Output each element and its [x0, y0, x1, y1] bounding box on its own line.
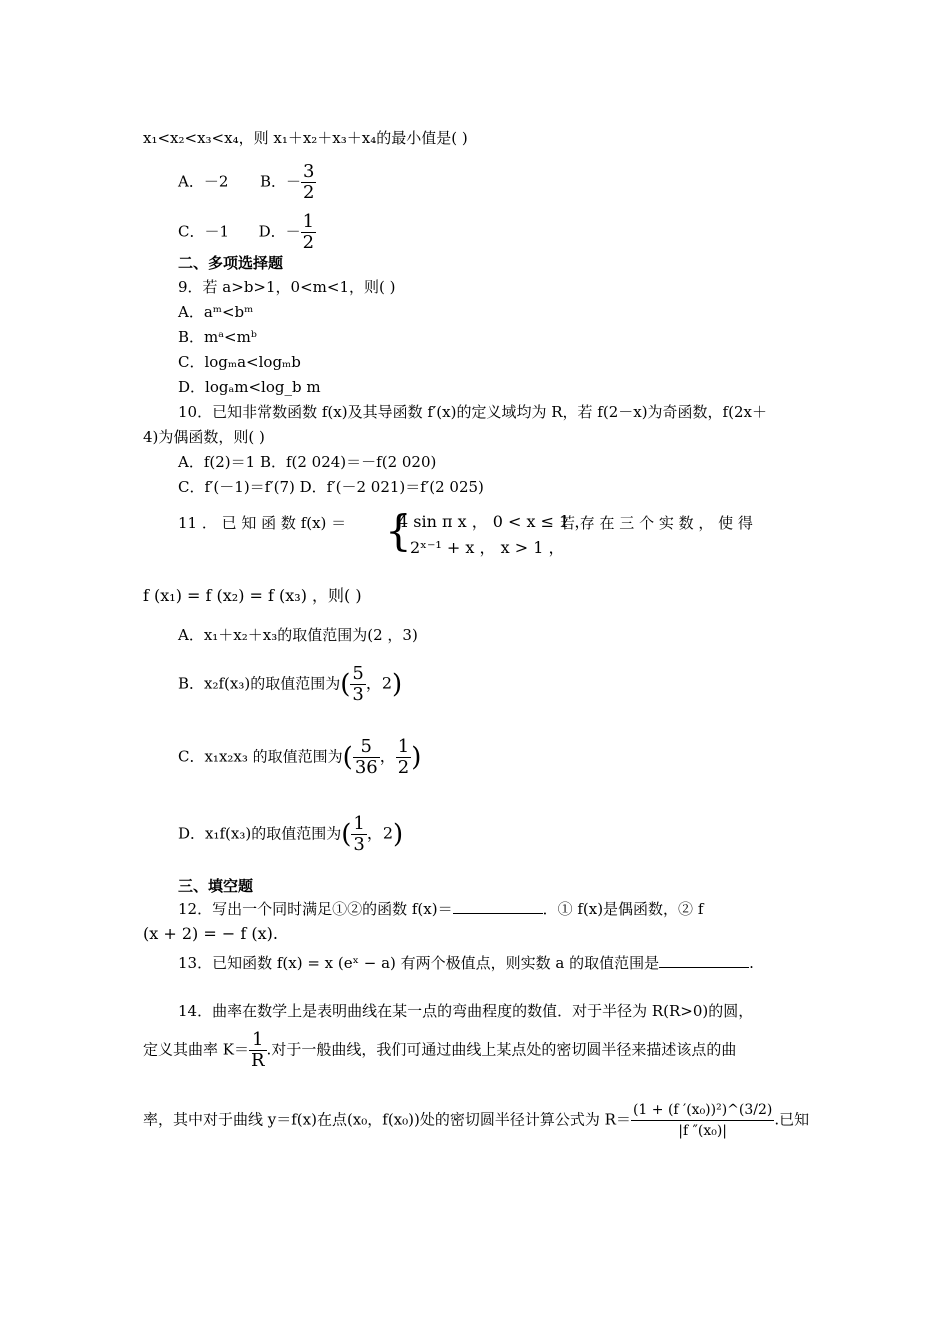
- q8-stem: x₁<x₂<x₃<x₄，则 x₁＋x₂＋x₃＋x₄的最小值是( ): [143, 129, 468, 147]
- q11-d-right: 2: [382, 823, 394, 843]
- q11-brace: {: [385, 506, 412, 555]
- q14-radius-den: |f ″(x₀)|: [678, 1123, 728, 1139]
- q10-options-ab: A．f(2)＝1 B．f(2 024)＝－f(2 020): [178, 453, 437, 471]
- q8-d-text: D．－: [258, 222, 301, 241]
- q8-option-c: [178, 212, 316, 253]
- q8-b-fraction: [301, 162, 316, 203]
- q12-line2: (x + 2) = − f (x).: [143, 924, 278, 943]
- q11-d-fraction: [351, 814, 366, 855]
- q14-line2a: 定义其曲率 K＝: [143, 1040, 249, 1059]
- q9-option-b: B．mᵃ<mᵇ: [178, 328, 257, 346]
- q11-line2: f (x₁) = f (x₂) = f (x₃) ，则( ): [143, 586, 362, 605]
- q10-options-cd: C．f′(－1)＝f′(7) D．f′(－2 021)＝f′(2 025): [178, 478, 484, 496]
- q13-text: 13．已知函数 f(x) = x (eˣ − a) 有两个极值点，则实数 a 的取值范围是: [178, 954, 660, 972]
- q11-d-text: D．x₁f(x₃)的取值范围为: [178, 824, 342, 843]
- q9-option-a: A．aᵐ<bᵐ: [178, 303, 254, 321]
- q8-c-text: C．－1: [178, 222, 230, 241]
- q11-c-text: C．x₁x₂x₃ 的取值范围为: [178, 747, 343, 766]
- q13-blank[interactable]: [659, 953, 749, 968]
- q8-a-text: A．－2: [178, 172, 229, 191]
- q11-c-fraction-1: [353, 737, 380, 778]
- q14-line2: [143, 1030, 736, 1071]
- q11-b-num: 5: [352, 663, 364, 684]
- q8-b-text: B．－: [259, 172, 301, 191]
- q11-b-text: B．x₂f(x₃)的取值范围为: [178, 674, 341, 693]
- q11-option-c: C．x₁x₂x₃ 的取值范围为( $\frac{5}{36}$ ， $\frac{1}{2}$ ): [178, 736, 422, 778]
- q11-c-num2: 1: [397, 736, 410, 757]
- q11-option-d: D．x₁f(x₃)的取值范围为( $\frac{1}{3}$ ，2): [178, 813, 404, 855]
- q14-curv-num: 1: [249, 1030, 267, 1051]
- q14-line2b: .对于一般曲线，我们可通过曲线上某点处的密切圆半径来描述该点的曲: [266, 1040, 737, 1059]
- q13-post: .: [749, 954, 754, 972]
- q11-option-a: A．x₁＋x₂＋x₃的取值范围为(2 ，3): [178, 626, 418, 644]
- q14-radius-num: (1 + (f ′(x₀))²)^(3/2): [631, 1100, 774, 1121]
- q13: [178, 953, 754, 973]
- q14-radius-fraction: [631, 1100, 774, 1141]
- q10-line2: 4)为偶函数，则( ): [143, 428, 265, 446]
- q14-curvature-fraction: [249, 1030, 267, 1071]
- q14-line3b: .已知: [774, 1110, 810, 1129]
- q9-option-d: D．logₐm<log_b m: [178, 378, 321, 396]
- q8-d-fraction: [301, 212, 316, 253]
- q11-d-num: 1: [353, 813, 365, 834]
- q11-c-den2: 2: [397, 757, 410, 778]
- q8-d-den: 2: [302, 232, 315, 253]
- q14-curv-den: R: [250, 1050, 265, 1071]
- section-fill-blank: 三、填空题: [178, 877, 254, 895]
- q14-line1: 14．曲率在数学上是表明曲线在某一点的弯曲程度的数值．对于半径为 R(R>0)的圆，: [178, 1002, 754, 1020]
- q8-b-den: 2: [302, 182, 315, 203]
- q11-case1: 4 sin π x ， 0 < x ≤ 1 ，: [398, 512, 591, 531]
- q14-line3: [143, 1100, 809, 1141]
- q11-tail: 若 存 在 三 个 实 数 ， 使 得: [560, 514, 753, 532]
- q9-option-c: C．logₘa<logₘb: [178, 353, 301, 371]
- q11-option-b: B．x₂f(x₃)的取值范围为( $\frac{5}{3}$ ，2): [178, 663, 403, 705]
- q11-c-fraction-2: [396, 737, 411, 778]
- q8-option-a: [178, 162, 316, 203]
- q12-line1b: ．① f(x)是偶函数，② f: [542, 900, 704, 918]
- q11-c-num1: 5: [353, 737, 380, 758]
- section-multi-choice: 二、多项选择题: [178, 254, 284, 272]
- q8-d-num: 1: [302, 211, 315, 232]
- q8-b-num: 3: [302, 161, 315, 182]
- q9-stem: 9．若 a>b>1，0<m<1，则( ): [178, 278, 396, 296]
- q12-line1: [178, 899, 703, 919]
- q14-line3a: 率，其中对于曲线 y＝f(x)在点(x₀，f(x₀))处的密切圆半径计算公式为 R＝: [143, 1110, 631, 1129]
- q12-line1a: 12．写出一个同时满足①②的函数 f(x)＝: [178, 900, 453, 918]
- q11-b-den: 3: [352, 684, 364, 705]
- q11-b-right: 2: [381, 673, 393, 693]
- q11-b-fraction: [350, 664, 365, 705]
- q11-stem: 11 ． 已 知 函 数 f(x) ＝: [178, 514, 347, 532]
- q10-line1: 10．已知非常数函数 f(x)及其导函数 f′(x)的定义域均为 R，若 f(2－x)为奇函数，f(2x＋: [178, 403, 767, 421]
- q11-c-den1: 36: [354, 757, 378, 778]
- q11-d-den: 3: [353, 834, 365, 855]
- q11-case2: 2ˣ⁻¹ + x ， x > 1 ，: [410, 538, 565, 557]
- q12-blank[interactable]: [453, 899, 543, 914]
